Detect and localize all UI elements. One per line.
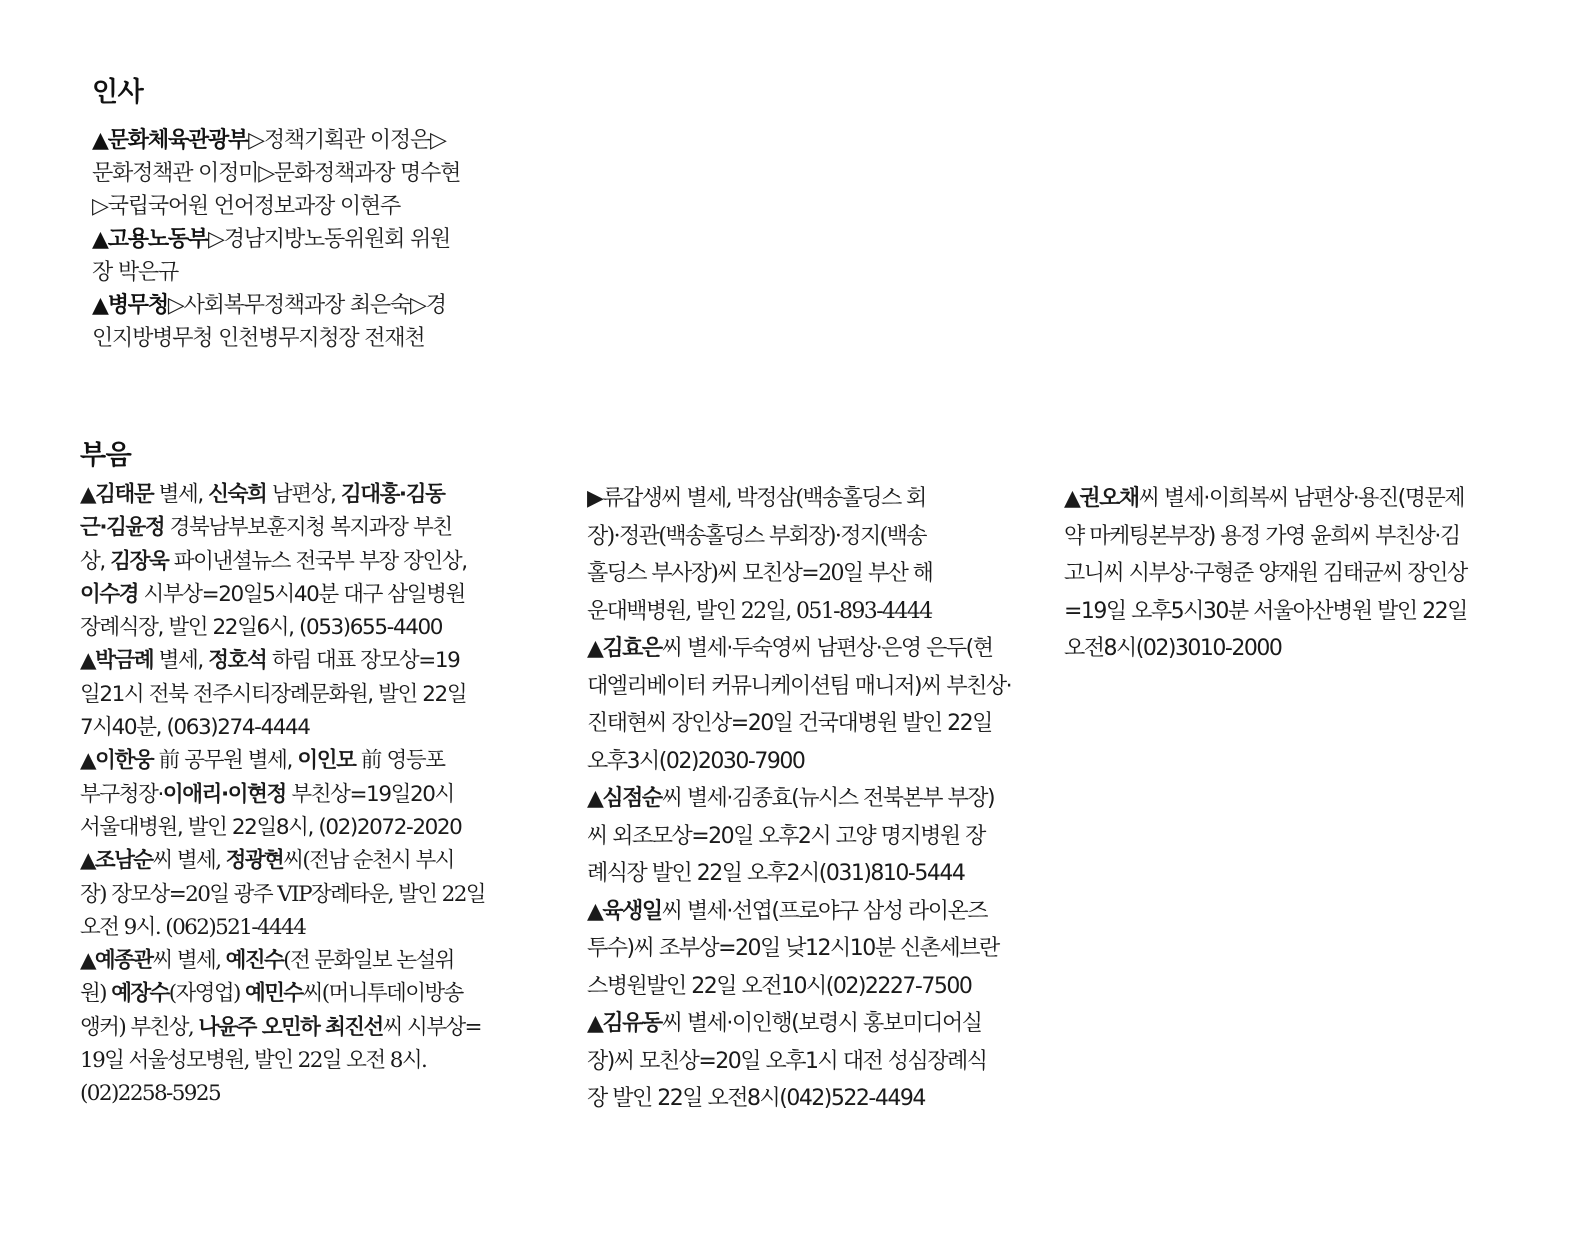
obituary-text: (전 문화일보 논설위 bbox=[283, 948, 454, 974]
obituary-text: 씨 별세, bbox=[152, 948, 226, 974]
obituary-entry bbox=[587, 480, 1011, 630]
obituary-entry bbox=[80, 644, 485, 744]
obituary-line bbox=[80, 478, 485, 511]
obituary-text: 상, bbox=[80, 548, 111, 574]
obituary-text: 오전8시(02)3010-2000 bbox=[1064, 636, 1282, 661]
person-name: 예장수 bbox=[111, 981, 169, 1007]
obituary-line bbox=[80, 611, 485, 644]
obituary-line bbox=[80, 511, 485, 544]
obituary-text: 오후3시(02)2030-7900 bbox=[587, 748, 805, 774]
person-name: ▲김효은 bbox=[587, 636, 662, 661]
person-name: 이수경 bbox=[80, 581, 139, 607]
person-name: ▲이한웅 bbox=[80, 748, 154, 774]
obituary-text: 일21시 전북 전주시티장례문화원, 발인 22일 bbox=[80, 681, 467, 707]
obituary-line bbox=[587, 780, 1011, 818]
obituary-text: 씨 별세·선엽(프로야구 삼성 라이온즈 bbox=[661, 898, 988, 924]
obituary-line bbox=[80, 811, 485, 844]
obituary-entry bbox=[587, 780, 1011, 893]
obituary-text: 진태현씨 장인상=20일 건국대병원 발인 22일 bbox=[587, 711, 992, 736]
obituary-text: 씨 별세·이희복씨 남편상·용진(명문제 bbox=[1138, 486, 1465, 511]
person-name: ▶ bbox=[587, 485, 603, 511]
obituary-line bbox=[587, 668, 1011, 706]
obituary-line bbox=[587, 630, 1011, 668]
obituary-text: 씨(전남 순천시 부시 bbox=[283, 848, 454, 874]
obituary-line bbox=[587, 818, 1011, 856]
obituary-line bbox=[80, 911, 485, 944]
obituary-line bbox=[80, 545, 485, 578]
obituary-entry bbox=[587, 893, 1011, 1006]
obituary-line bbox=[80, 944, 485, 977]
obituary-entry bbox=[80, 844, 485, 944]
obituary-line bbox=[1064, 630, 1467, 668]
insa-line bbox=[92, 223, 460, 256]
obituary-line bbox=[587, 930, 1011, 968]
ministry-name: ▲병무청 bbox=[92, 293, 168, 318]
appointment-text: 장 박은규 bbox=[92, 260, 179, 285]
person-name: 예민수 bbox=[245, 981, 303, 1007]
obituary-text: 前 영등포 bbox=[355, 748, 445, 774]
obituary-line bbox=[1064, 518, 1467, 556]
obituary-text: 약 마케팅본부장) 용정 가영 윤희씨 부친상·김 bbox=[1064, 523, 1460, 549]
obituary-text: =19일 오후5시30분 서울아산병원 발인 22일 bbox=[1064, 598, 1467, 624]
obituary-line bbox=[80, 1044, 485, 1077]
person-name: 김대홍·김동 bbox=[340, 482, 445, 507]
obituary-text: 앵커) 부친상, bbox=[80, 1014, 199, 1040]
person-name: ▲심점순 bbox=[587, 786, 662, 811]
insa-line bbox=[92, 256, 460, 289]
obituary-text: 서울대병원, 발인 22일8시, (02)2072-2020 bbox=[80, 814, 462, 840]
obituary-entry bbox=[1064, 480, 1467, 668]
appointment-text: ▷경남지방노동위원회 위원 bbox=[207, 227, 451, 252]
obituary-line bbox=[80, 844, 485, 877]
obituary-text: (자영업) bbox=[168, 981, 246, 1007]
obituary-line bbox=[80, 578, 485, 611]
ministry-name: ▲고용노동부 bbox=[92, 227, 208, 252]
obituary-text: 19일 서울성모병원, 발인 22일 오전 8시. bbox=[80, 1048, 427, 1074]
obituary-line bbox=[587, 555, 1011, 593]
obituary-line bbox=[587, 743, 1011, 781]
obituary-text: 부구청장· bbox=[80, 781, 163, 807]
insa-line bbox=[92, 289, 460, 322]
obituary-line bbox=[587, 893, 1011, 931]
obituary-text: 부친상=19일20시 bbox=[285, 781, 454, 807]
person-name: ▲예종관 bbox=[80, 948, 153, 974]
obituary-text: 장) 장모상=20일 광주 VIP장례타운, 발인 22일 bbox=[80, 881, 485, 907]
obituary-column-1 bbox=[80, 478, 485, 1111]
person-name: 정호석 bbox=[208, 648, 267, 674]
person-name: 근·김윤정 bbox=[80, 515, 165, 541]
obituary-column-3 bbox=[1064, 480, 1467, 668]
obituary-text: 별세, bbox=[153, 648, 209, 674]
insa-line bbox=[92, 124, 460, 157]
obituary-text: 투수)씨 조부상=20일 낮12시10분 신촌세브란 bbox=[587, 936, 999, 961]
obituary-line bbox=[80, 977, 485, 1010]
appointment-text: 인지방병무청 인천병무지청장 전재천 bbox=[92, 326, 425, 351]
insa-line bbox=[92, 322, 460, 355]
obituary-text: 장례식장, 발인 22일6시, (053)655-4400 bbox=[80, 615, 443, 641]
obituary-text: 원) bbox=[80, 981, 112, 1007]
obituary-text: 파이낸셜뉴스 전국부 부장 장인상, bbox=[168, 548, 467, 574]
obituary-text: 씨 시부상= bbox=[382, 1014, 481, 1040]
appointment-text: ▷사회복무정책과장 최은숙▷경 bbox=[167, 293, 446, 318]
person-name: 예진수 bbox=[225, 948, 284, 974]
obituary-text: 오전 9시. (062)521-4444 bbox=[80, 914, 306, 940]
obituary-text: 운대백병원, 발인 22일, 051-893-4444 bbox=[587, 598, 932, 624]
person-name: 이인모 bbox=[297, 748, 356, 774]
appointment-text: ▷국립국어원 언어정보과장 이현주 bbox=[92, 194, 401, 219]
person-name: ▲육생일 bbox=[587, 898, 662, 924]
obituary-text: 씨(머니투데이방송 bbox=[302, 981, 463, 1007]
person-name: ▲김유동 bbox=[587, 1011, 662, 1036]
obituary-text: 씨 별세, bbox=[152, 848, 226, 874]
obituary-line bbox=[1064, 555, 1467, 593]
obituary-text: 례식장 발인 22일 오후2시(031)810-5444 bbox=[587, 861, 965, 886]
obituary-column-2 bbox=[587, 480, 1011, 1118]
obituary-entry bbox=[587, 630, 1011, 780]
obituary-text: 장)·정관(백송홀딩스 부회장)·정지(백송 bbox=[587, 523, 926, 549]
obituary-text: 대엘리베이터 커뮤니케이션팀 매니저)씨 부친상· bbox=[587, 673, 1012, 699]
obituary-text: 류갑생씨 별세, 박정삼(백송홀딩스 회 bbox=[602, 486, 926, 511]
obituary-line bbox=[587, 518, 1011, 556]
appointment-text: ▷정책기획관 이정은▷ bbox=[248, 128, 446, 153]
obituary-entry bbox=[80, 744, 485, 844]
obituary-line bbox=[587, 480, 1011, 518]
obituary-line bbox=[1064, 480, 1467, 518]
obituary-line bbox=[80, 644, 485, 677]
obituary-line bbox=[587, 1005, 1011, 1043]
obituary-text: 별세, bbox=[153, 482, 209, 507]
insa-heading: 인사 bbox=[92, 77, 144, 108]
obituary-line bbox=[587, 968, 1011, 1006]
obituary-line bbox=[587, 705, 1011, 743]
person-name: 신숙희 bbox=[208, 482, 267, 507]
obituary-text: 前 공무원 별세, bbox=[153, 748, 298, 774]
obituary-entry bbox=[587, 1005, 1011, 1118]
obituary-line bbox=[587, 593, 1011, 631]
obituary-text: 씨 별세·이인행(보령시 홍보미디어실 bbox=[661, 1011, 982, 1036]
obituary-text: 씨 외조모상=20일 오후2시 고양 명지병원 장 bbox=[587, 823, 985, 849]
person-name: 정광현 bbox=[225, 848, 284, 874]
insa-line bbox=[92, 157, 460, 190]
obituary-line bbox=[80, 1077, 485, 1110]
obituary-line bbox=[587, 1080, 1011, 1118]
ministry-name: ▲문화체육관광부 bbox=[92, 128, 249, 153]
person-name: 김장욱 bbox=[110, 548, 169, 574]
person-name: 이애리·이현정 bbox=[162, 781, 286, 807]
obituary-line bbox=[80, 744, 485, 777]
person-name: ▲조남순 bbox=[80, 848, 153, 874]
bueum-heading: 부음 bbox=[80, 440, 132, 471]
obituary-entry bbox=[80, 944, 485, 1110]
insa-line bbox=[92, 190, 460, 223]
person-name: ▲박금례 bbox=[80, 648, 154, 674]
obituary-text: (02)2258-5925 bbox=[80, 1081, 221, 1107]
person-name: ▲김태문 bbox=[80, 482, 154, 507]
obituary-text: 씨 별세·두숙영씨 남편상·은영 은두(현 bbox=[661, 636, 993, 661]
person-name: ▲권오채 bbox=[1064, 486, 1139, 511]
obituary-text: 홀딩스 부사장)씨 모친상=20일 부산 해 bbox=[587, 561, 933, 586]
obituary-line bbox=[80, 1011, 485, 1044]
obituary-text: 스병원발인 22일 오전10시(02)2227-7500 bbox=[587, 973, 972, 999]
obituary-entry bbox=[80, 478, 485, 644]
obituary-line bbox=[80, 878, 485, 911]
obituary-text: 경북남부보훈지청 복지과장 부친 bbox=[164, 515, 452, 541]
obituary-text: 고니씨 시부상·구형준 양재원 김태균씨 장인상 bbox=[1064, 561, 1467, 586]
person-name: 나윤주 오민하 최진선 bbox=[198, 1014, 383, 1040]
obituary-text: 7시40분, (063)274-4444 bbox=[80, 715, 310, 741]
appointment-text: 문화정책관 이정미▷문화정책과장 명수현 bbox=[92, 161, 461, 186]
obituary-text: 하림 대표 장모상=19 bbox=[266, 648, 460, 674]
obituary-line bbox=[80, 678, 485, 711]
obituary-text: 장)씨 모친상=20일 오후1시 대전 성심장례식 bbox=[587, 1048, 987, 1074]
obituary-text: 씨 별세·김종효(뉴시스 전북본부 부장) bbox=[661, 786, 995, 811]
obituary-text: 장 발인 22일 오전8시(042)522-4494 bbox=[587, 1086, 925, 1111]
obituary-line bbox=[587, 1043, 1011, 1081]
obituary-line bbox=[80, 778, 485, 811]
insa-appointments bbox=[92, 124, 460, 355]
obituary-line bbox=[80, 711, 485, 744]
obituary-line bbox=[1064, 593, 1467, 631]
obituary-line bbox=[587, 855, 1011, 893]
obituary-text: 남편상, bbox=[266, 482, 341, 507]
obituary-text: 시부상=20일5시40분 대구 삼일병원 bbox=[138, 581, 465, 607]
